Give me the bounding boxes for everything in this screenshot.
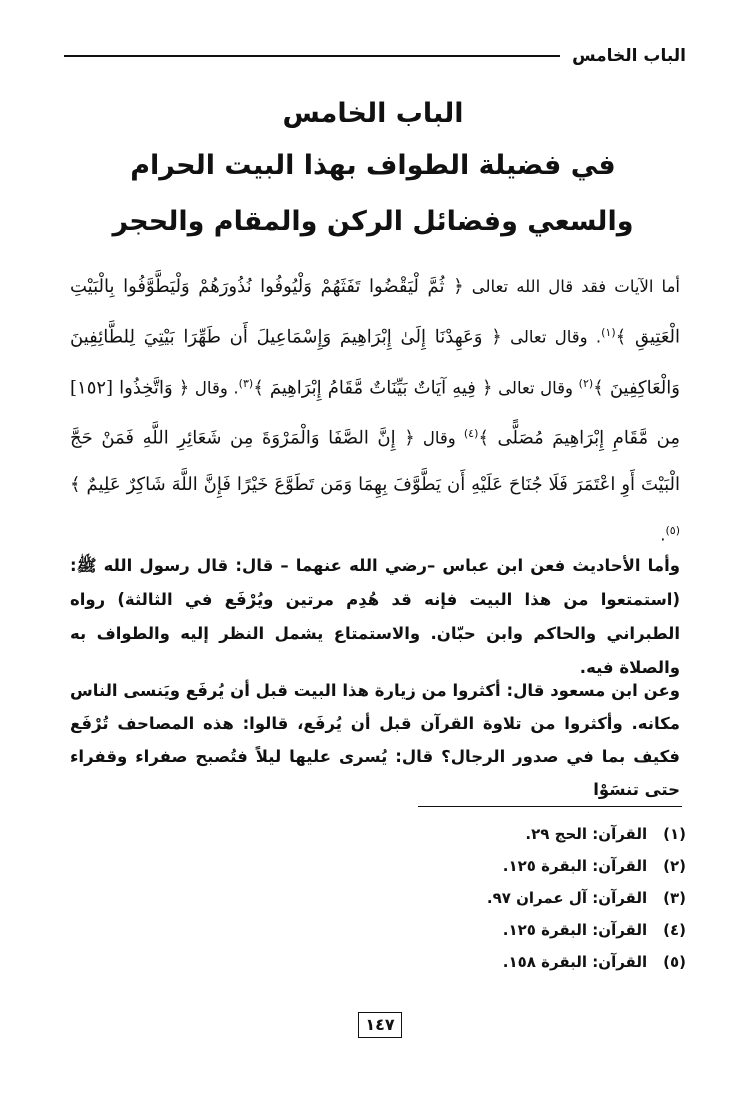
ayat-text-3: وقال تعالى <box>498 378 579 397</box>
footnote-number: (١) <box>663 825 686 843</box>
quran-verse-5: ﴿ إِنَّ الصَّفَا وَالْمَرْوَةَ مِن شَعَائِرِ اللَّهِ فَمَنْ حَجَّ الْبَيْتَ أَوِ اعْتَمَرَ فَلَا جُنَاحَ عَلَيْهِ أَن يَطَّوَّفَ بِهِمَا وَمَن تَطَوَّعَ خَيْرًا فَإِنَّ اللَّهَ شَاكِرٌ عَلِيمٌ ﴾ <box>70 427 680 495</box>
page-number: ١٤٧ <box>358 1012 402 1038</box>
hadith-paragraph-2: وعن ابن مسعود قال: أكثروا من زيارة هذا البيت قبل أن يُرفَع ويَنسى الناس مكانه. وأكثروا من تلاوة القرآن قبل أن يُرفَع، قالوا: هذه المصاحف تُرْفَع فكيف بما في صدور الرجال؟ قال: يُسرى عليها ليلاً فتُصبح صفراء وقفراء حتى تنسَوْا <box>70 681 680 799</box>
footnote-item <box>326 918 686 950</box>
ayat-text-5: وقال <box>422 428 464 448</box>
ayat-text-2: . وقال تعالى <box>510 327 602 347</box>
chapter-subtitle-2: والسعي وفضائل الركن والمقام والحجر <box>112 206 634 237</box>
quran-verse-1: ﴿ ثُمَّ لْيَقْضُوا تَفَثَهُمْ وَلْيُوفُوا نُذُورَهُمْ وَلْيَطَّوَّفُوا بِالْبَيْتِ الْعَتِيقِ ﴾ <box>70 276 680 348</box>
footnote-item <box>326 822 686 854</box>
footnote-item <box>326 886 686 918</box>
footnote-item <box>326 950 686 982</box>
running-header <box>64 46 686 66</box>
footnote-number: (٢) <box>663 857 686 875</box>
chapter-subtitle-1: في فضيلة الطواف بهذا البيت الحرام <box>130 150 616 181</box>
footnotes-list <box>326 822 686 982</box>
quran-verse-2: ﴿ وَعَهِدْنَا إِلَىٰ إِبْرَاهِيمَ وَإِسْمَاعِيلَ أَن طَهِّرَا بَيْتِيَ لِلطَّائِفِينَ وَالْعَاكِفِينَ ﴾ <box>70 326 680 398</box>
quran-verse-4: ﴿ وَاتَّخِذُوا [١٥٢] مِن مَّقَامِ إِبْرَاهِيمَ مُصَلًّى ﴾ <box>70 377 680 449</box>
running-header-title: الباب الخامس <box>572 46 686 66</box>
ayat-text-1: أما الآيات فقد قال الله تعالى <box>471 277 681 296</box>
hadith-paragraph-1: وأما الأحاديث فعن ابن عباس –رضي الله عنهما – قال: قال رسول الله ﷺ: (استمتعوا من هذا البيت فإنه قد هُدِم مرتين ويُرْفَع في الثالثة) رواه الطبراني والحاكم وابن حبّان. والاستمتاع يشمل النظر إليه والطواف به والصلاة فيه. <box>70 556 680 677</box>
ayat-text-4: . وقال <box>194 378 239 397</box>
footnote-mark-3: (٣) <box>238 376 254 390</box>
ayat-paragraph <box>70 264 680 558</box>
footnote-mark-5: (٥) <box>665 523 680 537</box>
footnote-text: القرآن: آل عمران ٩٧. <box>486 889 648 907</box>
quran-verse-3: ﴿ فِيهِ آيَاتٌ بَيِّنَاتٌ مَّقَامُ إِبْرَاهِيمَ ﴾ <box>253 377 493 398</box>
header-rule <box>64 55 560 57</box>
footnote-item <box>326 854 686 886</box>
footnote-number: (٤) <box>663 921 686 939</box>
footnote-number: (٣) <box>663 889 686 907</box>
footnote-mark-1: (١) <box>601 326 616 339</box>
footnote-number: (٥) <box>663 953 686 971</box>
footnote-text: القرآن: البقرة ١٢٥. <box>502 857 648 875</box>
footnote-mark-4: (٤) <box>463 427 479 440</box>
footnote-mark-2: (٢) <box>578 376 594 390</box>
footnote-text: القرآن: الحج ٢٩. <box>525 825 648 843</box>
footnote-separator <box>418 806 682 807</box>
chapter-title: الباب الخامس <box>282 98 464 129</box>
footnote-text: القرآن: البقرة ١٥٨. <box>502 953 648 971</box>
footnote-text: القرآن: البقرة ١٢٥. <box>502 921 648 939</box>
ayat-text-6: . <box>660 525 666 544</box>
